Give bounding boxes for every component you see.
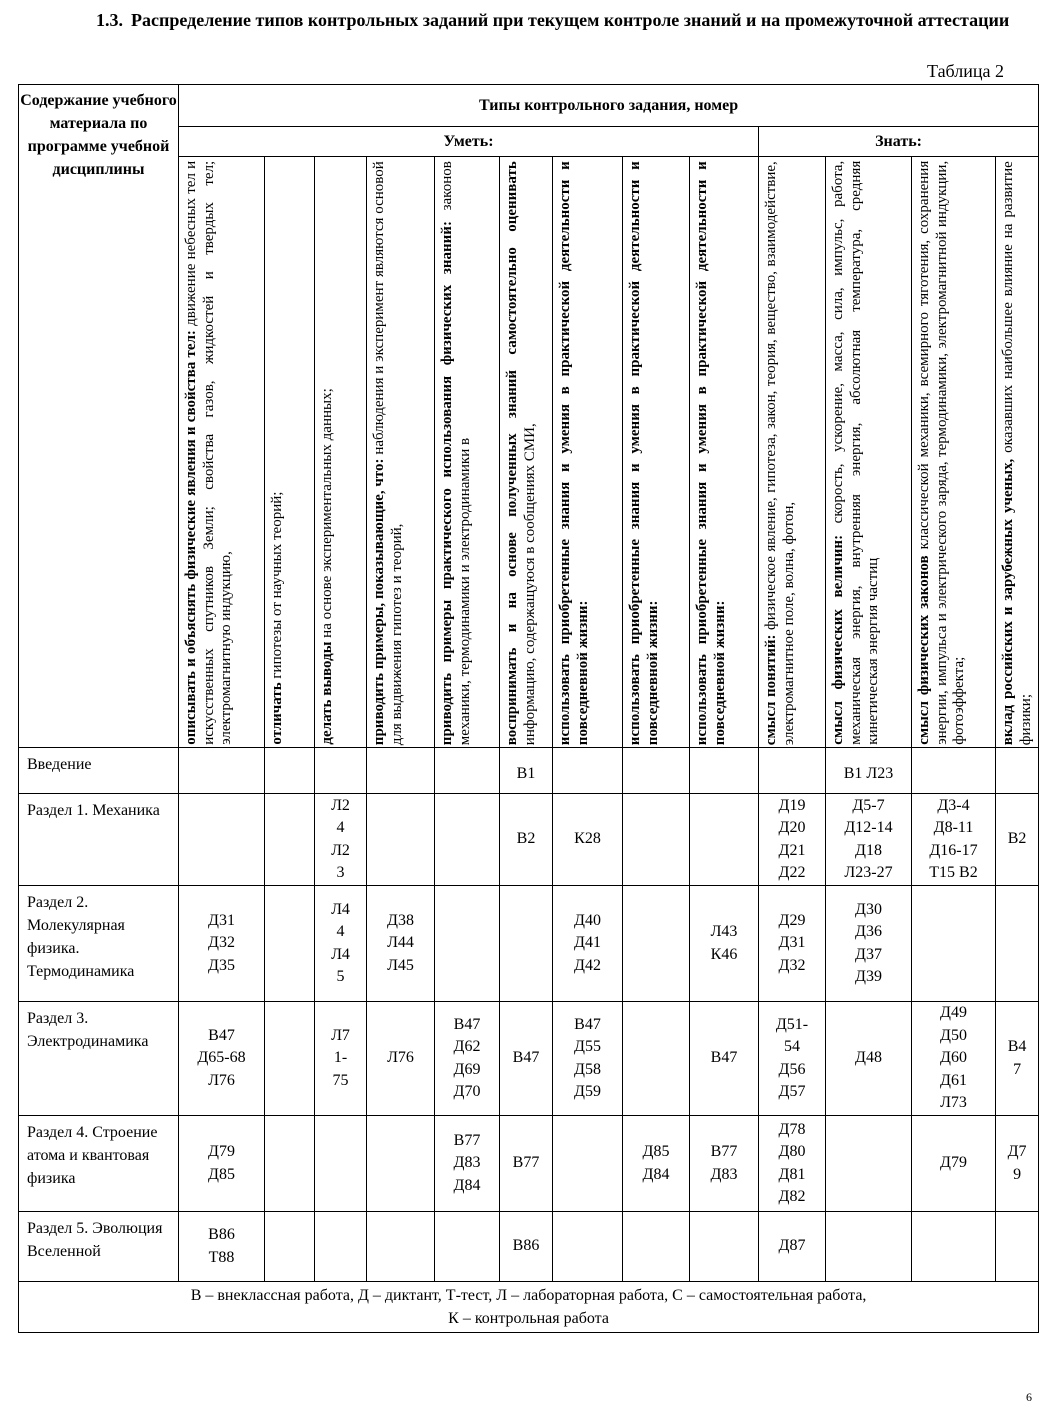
- legend-line-1: В – внеклассная работа, Д – диктант, Т-тест, Л – лабораторная работа, С – самостоятельная работа,: [190, 1287, 867, 1304]
- skill-column-text: оказавших наибольшее влияние на развитие физики;: [1000, 161, 1034, 745]
- table-cell: [623, 794, 690, 886]
- skill-column-keyword: делать выводы: [319, 641, 335, 745]
- table-cell: [315, 748, 367, 794]
- skill-column-header: [996, 157, 1039, 748]
- table-cell: [435, 794, 500, 886]
- table-cell: [826, 1116, 912, 1212]
- skill-column-header: [826, 157, 912, 748]
- table-cell: [435, 748, 500, 794]
- skill-column-header: [690, 157, 759, 748]
- table-cell: В47 Д62 Д69 Д70: [435, 1002, 500, 1116]
- table-cell: [367, 748, 435, 794]
- table-row: [19, 794, 1039, 886]
- table-cell: [912, 886, 996, 1002]
- row-label: Введение: [19, 748, 179, 794]
- table-cell: Д79: [912, 1116, 996, 1212]
- skill-column-text: наблюдения и эксперимент являются основой для выдвижения гипотез и теорий,: [371, 161, 405, 745]
- table-cell: В86 Т88: [179, 1212, 265, 1282]
- table-cell: [315, 1116, 367, 1212]
- skill-column-header: [759, 157, 826, 748]
- skill-column-keyword: использовать приобретенные знания и умения в практической деятельности и повседневной жизни:: [557, 161, 591, 745]
- table-cell: [996, 886, 1039, 1002]
- table-cell: [623, 1002, 690, 1116]
- table-cell: В4 7: [996, 1002, 1039, 1116]
- control-tasks-table: [18, 84, 1039, 1333]
- table-cell: [553, 1212, 623, 1282]
- skill-column-text: классической механики, всемирного тяготения, сохранения энергии, импульса и электрического заряда, термодинамики, электромагнитной индукции, фотоэффекта;: [916, 160, 968, 745]
- table-cell: Д31 Д32 Д35: [179, 886, 265, 1002]
- skill-column-header: [912, 157, 996, 748]
- table-cell: [690, 748, 759, 794]
- section-heading: [96, 8, 1021, 32]
- skill-column-keyword: использовать приобретенные знания и умения в практической деятельности и повседневной жизни:: [627, 161, 661, 745]
- table-cell: В47 Д55 Д58 Д59: [553, 1002, 623, 1116]
- table-cell: [623, 1212, 690, 1282]
- table-cell: Д38 Л44 Л45: [367, 886, 435, 1002]
- table-cell: [179, 794, 265, 886]
- table-row: [19, 1116, 1039, 1212]
- skill-column-text: на основе экспериментальных данных;: [319, 388, 335, 642]
- table-cell: К28: [553, 794, 623, 886]
- section-title: Распределение типов контрольных заданий при текущем контроле знаний и на промежуточной аттестации: [131, 10, 1010, 30]
- skill-column-keyword: использовать приобретенные знания и умения в практической деятельности и повседневной жизни:: [694, 161, 728, 745]
- table-cell: [265, 748, 315, 794]
- table-cell: В47: [690, 1002, 759, 1116]
- legend: [19, 1282, 1039, 1333]
- skill-column-text: законов механики, термодинамики и электродинамики в: [439, 161, 473, 745]
- page-number: 6: [1026, 1390, 1032, 1404]
- table-cell: [265, 1116, 315, 1212]
- table-row: [19, 748, 1039, 794]
- table-cell: Д30 Д36 Д37 Д39: [826, 886, 912, 1002]
- row-label: Раздел 2. Молекулярная физика. Термодинамика: [19, 886, 179, 1002]
- row-label: Раздел 3. Электродинамика: [19, 1002, 179, 1116]
- skill-column-header: [315, 157, 367, 748]
- skill-column-keyword: смысл физических величин:: [830, 535, 846, 745]
- table-cell: В47 Д65-68 Л76: [179, 1002, 265, 1116]
- row-label: Раздел 4. Строение атома и квантовая физика: [19, 1116, 179, 1212]
- skill-column-keyword: приводить примеры практического использования физических знаний:: [439, 220, 455, 745]
- table-cell: Д19 Д20 Д21 Д22: [759, 794, 826, 886]
- table-cell: [265, 886, 315, 1002]
- table-cell: В77 Д83: [690, 1116, 759, 1212]
- table-cell: В77: [500, 1116, 553, 1212]
- table-cell: Л76: [367, 1002, 435, 1116]
- table-cell: Д51- 54 Д56 Д57: [759, 1002, 826, 1116]
- table-cell: Д5-7 Д12-14 Д18 Л23-27: [826, 794, 912, 886]
- skill-column-keyword: приводить примеры, показывающие, что:: [371, 458, 387, 745]
- table-cell: В1: [500, 748, 553, 794]
- table-cell: [435, 886, 500, 1002]
- skill-column-header: [435, 157, 500, 748]
- table-cell: Л43 К46: [690, 886, 759, 1002]
- skill-column-header: [179, 157, 265, 748]
- table-cell: Л4 4 Л4 5: [315, 886, 367, 1002]
- content-column-header: Содержание учебного материала по программе учебной дисциплины: [19, 85, 179, 748]
- table-cell: [623, 886, 690, 1002]
- umet-header: Уметь:: [179, 127, 759, 157]
- table-cell: [759, 748, 826, 794]
- table-cell: [912, 748, 996, 794]
- table-cell: [367, 1116, 435, 1212]
- table-cell: [265, 1002, 315, 1116]
- table-label: Таблица 2: [927, 61, 1004, 81]
- skill-column-text: скорость, ускорение, масса, сила, импульс, работа, механическая энергия, внутренняя энергия, абсолютная температура, средняя кинетическая энергия частиц: [830, 160, 882, 745]
- table-cell: В2: [996, 794, 1039, 886]
- skill-column-keyword: описывать и объяснять физические явления и свойства тел:: [183, 330, 199, 745]
- table-cell: В2: [500, 794, 553, 886]
- skill-column-header: [265, 157, 315, 748]
- table-cell: Л7 1- 75: [315, 1002, 367, 1116]
- table-cell: [623, 748, 690, 794]
- table-row: [19, 1002, 1039, 1116]
- skill-column-text: движение небесных тел и искусственных спутников Земли; свойства газов, жидкостей и твердых тел; электромагнитную индукцию,: [183, 161, 235, 745]
- table-cell: [179, 748, 265, 794]
- table-cell: [553, 1116, 623, 1212]
- skill-column-text: гипотезы от научных теорий;: [269, 491, 285, 683]
- table-cell: [826, 1212, 912, 1282]
- table-cell: Д79 Д85: [179, 1116, 265, 1212]
- table-cell: [265, 1212, 315, 1282]
- table-cell: В77 Д83 Д84: [435, 1116, 500, 1212]
- table-cell: Д85 Д84: [623, 1116, 690, 1212]
- table-cell: [500, 886, 553, 1002]
- table-cell: Д7 9: [996, 1116, 1039, 1212]
- table-cell: [367, 1212, 435, 1282]
- table-cell: [690, 1212, 759, 1282]
- skill-column-keyword: смысл понятий:: [763, 634, 779, 745]
- skill-column-text: физическое явление, гипотеза, закон, теория, вещество, взаимодействие, электромагнитное поле, волна, фотон,: [763, 161, 797, 745]
- table-cell: Д29 Д31 Д32: [759, 886, 826, 1002]
- table-cell: [996, 748, 1039, 794]
- table-cell: В47: [500, 1002, 553, 1116]
- table-cell: Д78 Д80 Д81 Д82: [759, 1116, 826, 1212]
- table-cell: [690, 794, 759, 886]
- table-cell: [367, 794, 435, 886]
- table-cell: [435, 1212, 500, 1282]
- table-cell: Д87: [759, 1212, 826, 1282]
- skill-column-keyword: вклад российских и зарубежных ученых,: [1000, 458, 1016, 745]
- row-label: Раздел 1. Механика: [19, 794, 179, 886]
- types-header: Типы контрольного задания, номер: [179, 85, 1039, 127]
- table-cell: Д40 Д41 Д42: [553, 886, 623, 1002]
- skill-column-text: информацию, содержащуюся в сообщениях СМИ,: [521, 423, 538, 745]
- skill-column-header: [500, 157, 553, 748]
- skill-column-header: [553, 157, 623, 748]
- section-number: 1.3.: [96, 10, 123, 30]
- row-label: Раздел 5. Эволюция Вселенной: [19, 1212, 179, 1282]
- skill-column-keyword: воспринимать и на основе полученных знаний самостоятельно оценивать: [504, 161, 520, 745]
- skill-column-keyword: смысл физических законов: [916, 555, 932, 745]
- table-cell: Д49 Д50 Д60 Д61 Л73: [912, 1002, 996, 1116]
- table-row: [19, 886, 1039, 1002]
- znat-header: Знать:: [759, 127, 1039, 157]
- skill-column-header: [367, 157, 435, 748]
- table-row: [19, 1212, 1039, 1282]
- skill-column-keyword: отличать: [269, 682, 285, 745]
- table-cell: [265, 794, 315, 886]
- table-cell: [912, 1212, 996, 1282]
- table-cell: Л2 4 Л2 3: [315, 794, 367, 886]
- legend-line-2: К – контрольная работа: [448, 1310, 609, 1327]
- skill-column-header: [623, 157, 690, 748]
- table-cell: В86: [500, 1212, 553, 1282]
- table-cell: В1 Л23: [826, 748, 912, 794]
- table-cell: Д3-4 Д8-11 Д16-17 Т15 В2: [912, 794, 996, 886]
- table-cell: [315, 1212, 367, 1282]
- table-cell: Д48: [826, 1002, 912, 1116]
- table-cell: [553, 748, 623, 794]
- table-cell: [996, 1212, 1039, 1282]
